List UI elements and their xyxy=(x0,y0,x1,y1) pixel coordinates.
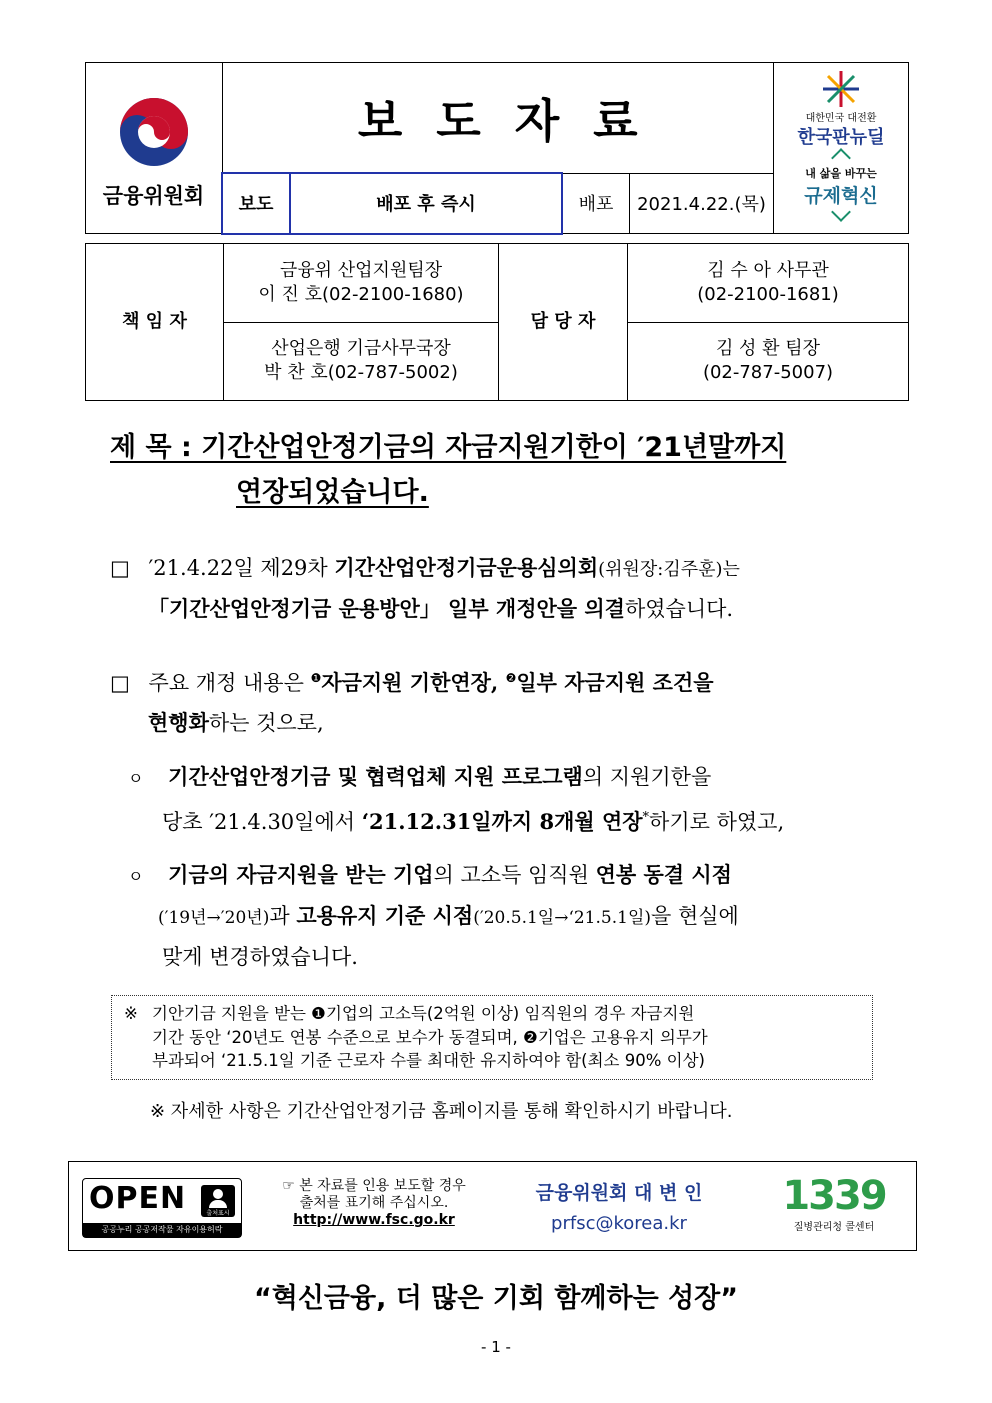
callcenter-logo xyxy=(774,1174,894,1233)
reform-small-text: 내 삶을 바꾸는 xyxy=(805,167,877,180)
newdeal-big-text: 한국판뉴딜 xyxy=(797,127,885,148)
circled-one-icon: ❶ xyxy=(310,671,322,685)
p1-text-a: ′21.4.22일 제29차 xyxy=(148,556,335,580)
resp2-line1: 산업은행 기금사무국장 xyxy=(271,338,451,360)
checkbox-square-icon: □ xyxy=(110,556,130,580)
responsible-2 xyxy=(224,322,499,401)
open-license-badge xyxy=(82,1178,242,1238)
release-value: 배포 후 즉시 xyxy=(290,173,562,233)
note-mark: ※ xyxy=(124,1004,138,1023)
bullet-1 xyxy=(128,757,888,842)
charge1-line2: (02-2100-1681) xyxy=(697,283,839,305)
dist-label: 배포 xyxy=(562,173,630,233)
newdeal-small-text: 대한민국 대전환 xyxy=(805,113,877,124)
doc-title: 보도자료 xyxy=(357,93,672,148)
p1-end: 하였습니다. xyxy=(624,597,734,621)
checkbox-square-icon: □ xyxy=(110,671,130,695)
cite-line2: 출처를 표기해 주십시오. xyxy=(299,1195,449,1211)
reform-big-text: 규제혁신 xyxy=(804,185,878,207)
slogan: “혁신금융, 더 많은 기회 함께하는 성장” xyxy=(254,1283,738,1314)
open-caption: 공공누리 공공저작물 자유이용허락 xyxy=(83,1223,241,1237)
note-box xyxy=(111,995,873,1080)
b1-extension: ‘21.12.31일까지 8개월 연장 xyxy=(361,809,643,834)
circled-two-icon: ❷ xyxy=(505,671,517,685)
charge1-line1: 김 수 아 사무관 xyxy=(707,259,829,281)
spokes-title: 금융위원회 대 변 인 xyxy=(535,1182,703,1204)
spokesperson xyxy=(519,1178,719,1234)
b1-text: 의 지원기한을 xyxy=(582,765,712,789)
p2-conditions: 일부 자금지원 조건을 xyxy=(516,670,714,695)
b1-asterisk: * xyxy=(642,810,650,825)
detail-note: ※ 자세한 사항은 기간산업안정기금 홈페이지를 통해 확인하시기 바랍니다. xyxy=(150,1101,733,1122)
newdeal-spark-icon xyxy=(821,69,861,109)
b2-text: 의 고소득 임직원 xyxy=(433,863,596,887)
b2-salary-freeze: 연봉 동결 시점 xyxy=(595,862,732,887)
charge-label: 담 당 자 xyxy=(499,244,628,401)
reform-logo xyxy=(774,149,908,233)
charge-1 xyxy=(628,244,909,323)
note-line2: 기간 동안 ‘20년도 연봉 수준으로 보수가 동결되며, ❷기업은 고용유지 의무가 xyxy=(152,1027,708,1047)
bullet-mark: ㅇ xyxy=(128,769,144,788)
fsc-link[interactable]: http://www.fsc.go.kr xyxy=(293,1212,455,1228)
callcenter-number: 1339 xyxy=(782,1173,886,1219)
p1-committee: 기간산업안정기금운용심의회 xyxy=(334,555,599,580)
footer-box xyxy=(68,1161,917,1251)
right-logos-cell xyxy=(774,63,909,234)
cite-note xyxy=(259,1178,489,1229)
b2-and: 과 xyxy=(269,904,297,928)
charge-2 xyxy=(628,322,909,401)
p1-chair: (위원장:김주훈)는 xyxy=(598,559,740,580)
spokes-email[interactable]: prfsc@korea.kr xyxy=(551,1213,687,1234)
p2-extension: 자금지원 기한연장, xyxy=(321,670,506,695)
bullet-2 xyxy=(128,855,888,977)
note-line3: 부과되어 ‘21.5.1일 기준 근로자 수를 최대한 유지하여야 함(최소 90% 이상) xyxy=(152,1051,705,1070)
b2-end: 맞게 변경하였습니다. xyxy=(162,945,358,969)
paragraph-1 xyxy=(110,548,890,629)
subject-line1: 제 목 : 기간산업안정기금의 자금지원기한이 ′21년말까지 xyxy=(110,432,787,463)
cite-line1: ☞ 본 자료를 인용 보도할 경우 xyxy=(282,1178,466,1194)
p2-text-a: 주요 개정 내용은 xyxy=(148,671,311,695)
doc-title-cell xyxy=(222,63,774,174)
charge2-line1: 김 성 환 팀장 xyxy=(715,338,821,360)
release-label: 보도 xyxy=(222,173,290,233)
b2-dates: (′20.5.1일→‘21.5.1일) xyxy=(473,908,651,928)
org-name: 금융위원회 xyxy=(102,184,205,208)
responsible-1 xyxy=(224,244,499,323)
charge2-line2: (02-787-5007) xyxy=(702,362,834,384)
open-badge-text: 출처표시 xyxy=(206,1210,230,1217)
page-number: - 1 - xyxy=(481,1338,511,1356)
p2-end: 하는 것으로, xyxy=(208,711,324,735)
header-table xyxy=(85,62,909,235)
resp1-line1: 금융위 산업지원팀장 xyxy=(279,259,443,281)
b1-original: 당초 ′21.4.30일에서 xyxy=(162,810,362,834)
resp1-line2: 이 진 호(02-2100-1680) xyxy=(258,283,464,305)
person-icon xyxy=(201,1185,235,1217)
b2-years: (′19년→′20년) xyxy=(158,908,270,928)
paragraph-2 xyxy=(110,659,890,743)
bullet-mark: ㅇ xyxy=(128,867,144,886)
subject-line2: 연장되었습니다. xyxy=(236,477,429,508)
b2-reality: 을 현실에 xyxy=(651,904,739,928)
open-text: OPEN xyxy=(89,1181,187,1216)
callcenter-caption: 질병관리청 콜센터 xyxy=(793,1222,875,1233)
fsc-emblem-icon xyxy=(114,92,194,172)
b2-employment: 고용유지 기준 시점 xyxy=(296,903,474,928)
b2-companies: 기금의 자금지원을 받는 기업 xyxy=(168,862,434,887)
dist-date: 2021.4.22.(목) xyxy=(630,173,774,233)
contacts-table xyxy=(85,243,909,401)
b1-program: 기간산업안정기금 및 협력업체 지원 프로그램 xyxy=(168,764,583,789)
resp2-line2: 박 찬 호(02-787-5002) xyxy=(264,362,458,384)
p2-update: 현행화 xyxy=(148,710,209,735)
p1-decision: 「기간산업안정기금 운용방안」 일부 개정안을 의결 xyxy=(148,596,625,621)
responsible-label: 책 임 자 xyxy=(86,244,224,401)
fsc-logo-cell xyxy=(86,63,223,234)
b1-end: 하기로 하였고, xyxy=(649,810,785,834)
newdeal-logo xyxy=(774,63,908,149)
note-line1: 기안기금 지원을 받는 ❶기업의 고소득(2억원 이상) 임직원의 경우 자금지원 xyxy=(152,1004,695,1023)
